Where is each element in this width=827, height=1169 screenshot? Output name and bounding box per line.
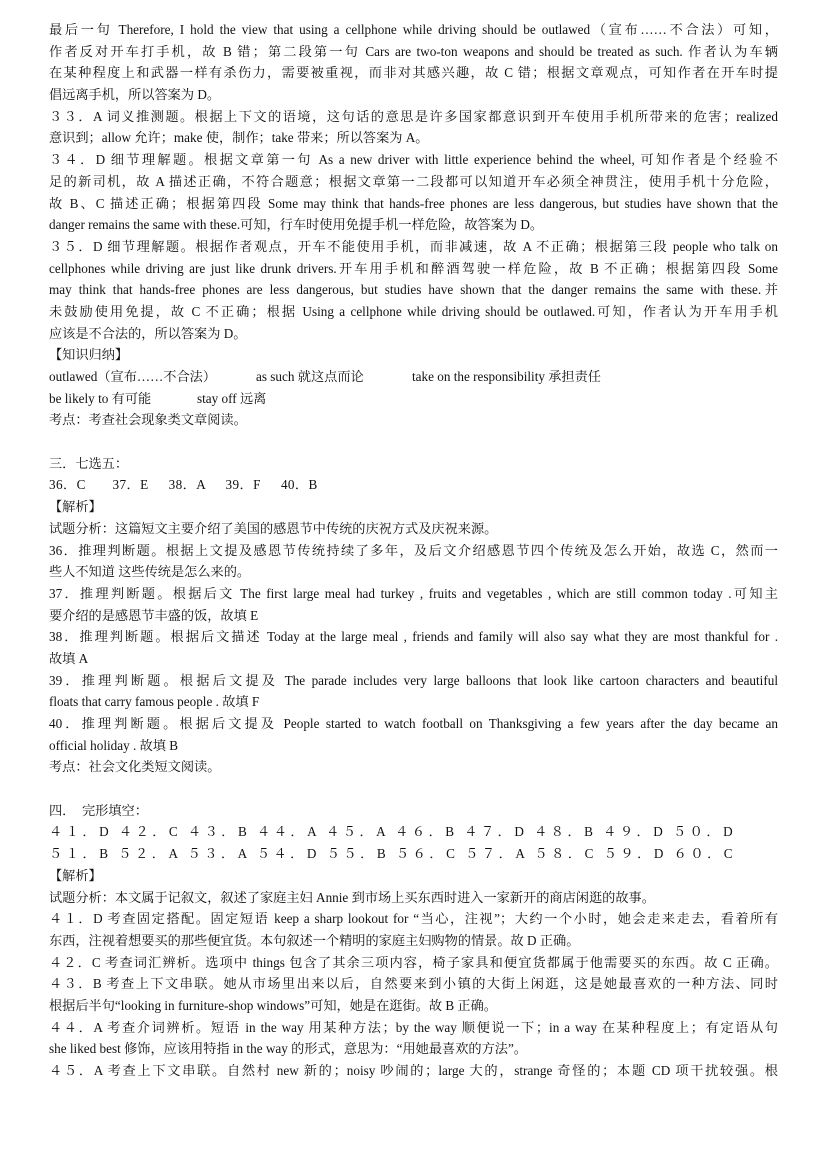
text-line: may think that hands-free phones are less dangerous, but studies have shown that the danger remains the same with these.并	[49, 282, 778, 298]
text-line: 意识到；allow 允许；make 使，制作；take 带来；所以答案为 A。	[49, 130, 429, 146]
spacer	[49, 431, 778, 453]
text-line: ４４．A 考查介词辨析。短语 in the way 用某种方法；by the way 顺便说一下；in a way 在某种程度上；有定语从句	[49, 1019, 778, 1035]
text-line: ３４．D 细节理解题。根据文章第一句 As a new driver with little experience behind the wheel, 可知作者是个经验不	[49, 152, 778, 168]
prev-section	[49, 19, 778, 431]
section-title: 三．七选五：	[49, 455, 129, 471]
text-line: 在某种程度上和武器一样有杀伤力，需要被重视，而非对其感兴趣，故 C 错；根据文章观点，可知作者在开车时提	[49, 65, 778, 81]
kaodian-line: 考点：考查社会现象类文章阅读。	[49, 412, 247, 428]
text-line: 未鼓励使用免提，故 C 不正确；根据 Using a cellphone while driving should be outlawed.可知，作者认为开车用手机	[49, 303, 778, 319]
knowledge-term: be likely to 有可能	[49, 390, 152, 406]
jiexi-heading: 【解析】	[49, 499, 102, 515]
text-line: ４３．B 考查上下文串联。她从市场里出来以后，自然要来到小镇的大街上闲逛，这是她最喜欢的一种方法、同时	[49, 976, 778, 992]
section-four	[49, 800, 778, 1082]
text-line: official holiday . 故填 B	[49, 737, 179, 753]
spacer	[49, 778, 778, 800]
text-line: 足的新司机，故 A 描述正确，不符合题意；根据文章第一二段都可以知道开车必须全神贯注，使用手机十分危险，	[49, 173, 778, 189]
section-title: 四． 完形填空：	[49, 802, 148, 818]
text-line: ４１．D 考查固定搭配。固定短语 keep a sharp lookout for “当心，注视”；大约一个小时，她会走来走去，看着所有	[49, 911, 778, 927]
text-line: 应该是不合法的，所以答案为 D。	[49, 325, 247, 341]
answer-row: ５１．B ５２．A ５３．A ５４．D ５５．B ５６．C ５７．A ５８．C ５９．D ６０．C	[49, 846, 733, 862]
text-line: she liked best 修饰，应该用特指 in the way 的形式，意思为：“用她最喜欢的方法”。	[49, 1041, 527, 1057]
knowledge-term: stay off 远离	[197, 390, 267, 406]
text-line: 36．推理判断题。根据上文提及感恩节传统持续了多年，及后文介绍感恩节四个传统及怎么开始，故选 C，然而一	[49, 542, 778, 558]
text-line: ３５．D 细节理解题。根据作者观点，开车不能使用手机，而非减速，故 A 不正确；根据第三段 people who talk on	[49, 238, 778, 254]
section-three	[49, 453, 778, 778]
knowledge-term: as such 就这点而论	[256, 369, 364, 384]
knowledge-term: outlawed（宣布……不合法）	[49, 369, 217, 384]
text-line: ４２．C 考查词汇辨析。选项中 things 包含了其余三项内容，椅子家具和便宜货都属于他需要买的东西。故 C 正确。	[49, 954, 778, 970]
text-line: 最后一句 Therefore, I hold the view that using a cellphone while driving should be outlawed（宣布……不合法）可知，	[49, 22, 778, 37]
text-line: 故填 A	[49, 650, 89, 666]
text-line: 试题分析：本文属于记叙文，叙述了家庭主妇 Annie 到市场上买东西时进入一家新开的商店闲逛的故事。	[49, 889, 655, 905]
text-line: 根据后半句“looking in furniture-shop windows”可知，她是在逛街。故 B 正确。	[49, 997, 497, 1013]
text-line: 38．推理判断题。根据后文描述 Today at the large meal , friends and family will also say what they are most thankful for .	[49, 629, 778, 645]
text-line: 作者反对开车打手机，故 B 错；第二段第一句 Cars are two-ton weapons and should be treated as such. 作者认为车辆	[49, 43, 778, 59]
jiexi-heading: 【解析】	[49, 867, 102, 883]
text-line: 些人不知道 这些传统是怎么来的。	[49, 564, 251, 580]
text-line: ３３．A 词义推测题。根据上下文的语境，这句话的意思是许多国家都意识到开车使用手机所带来的危害；realized	[49, 108, 778, 124]
text-line: 故 B、C 描述正确；根据第四段 Some may think that hands-free phones are less dangerous, but studies have shown that the	[49, 195, 778, 211]
text-line: 要介绍的是感恩节丰盛的饭，故填 E	[49, 607, 259, 623]
knowledge-row	[49, 366, 778, 388]
knowledge-row	[49, 388, 778, 410]
answer-row: 36．C 37．E 38．A 39．F 40．B	[49, 477, 318, 493]
text-line: cellphones while driving are just like drunk drivers.开车用手机和醉酒驾驶一样危险，故 B 不正确；根据第四段 Some	[49, 260, 778, 276]
text-line: 倡远离手机，所以答案为 D。	[49, 87, 221, 103]
text-line: 试题分析：这篇短文主要介绍了美国的感恩节中传统的庆祝方式及庆祝来源。	[49, 520, 498, 536]
text-line: ４５．A 考查上下文串联。自然村 new 新的；noisy 吵闹的；large 大的，strange 奇怪的；本题 CD 项干扰较强。根	[49, 1063, 778, 1078]
text-line: 东西，注视着想要买的那些便宜货。本句叙述一个精明的家庭主妇购物的情景。故 D 正确。	[49, 932, 580, 948]
text-line: danger remains the same with these.可知，行车时使用免提手机一样危险，故答案为 D。	[49, 217, 544, 233]
kaodian-line: 考点：社会文化类短文阅读。	[49, 759, 221, 775]
text-line: 39．推理判断题。根据后文提及 The parade includes very large balloons that look like cartoon characters and beautiful	[49, 672, 778, 688]
text-line: floats that carry famous people . 故填 F	[49, 694, 260, 710]
text-line: 40．推理判断题。根据后文提及 People started to watch football on Thanksgiving a few years after the day became an	[49, 716, 778, 731]
answer-row: ４１．D ４２．C ４３．B ４４．A ４５．A ４６．B ４７．D ４８．B ４９．D ５０．D	[49, 824, 733, 840]
knowledge-heading: 【知识归纳】	[49, 347, 129, 363]
knowledge-term: take on the responsibility 承担责任	[412, 369, 601, 384]
text-line: 37．推理判断题。根据后文 The first large meal had turkey , fruits and vegetables , which are still common today .可知主	[49, 585, 778, 601]
